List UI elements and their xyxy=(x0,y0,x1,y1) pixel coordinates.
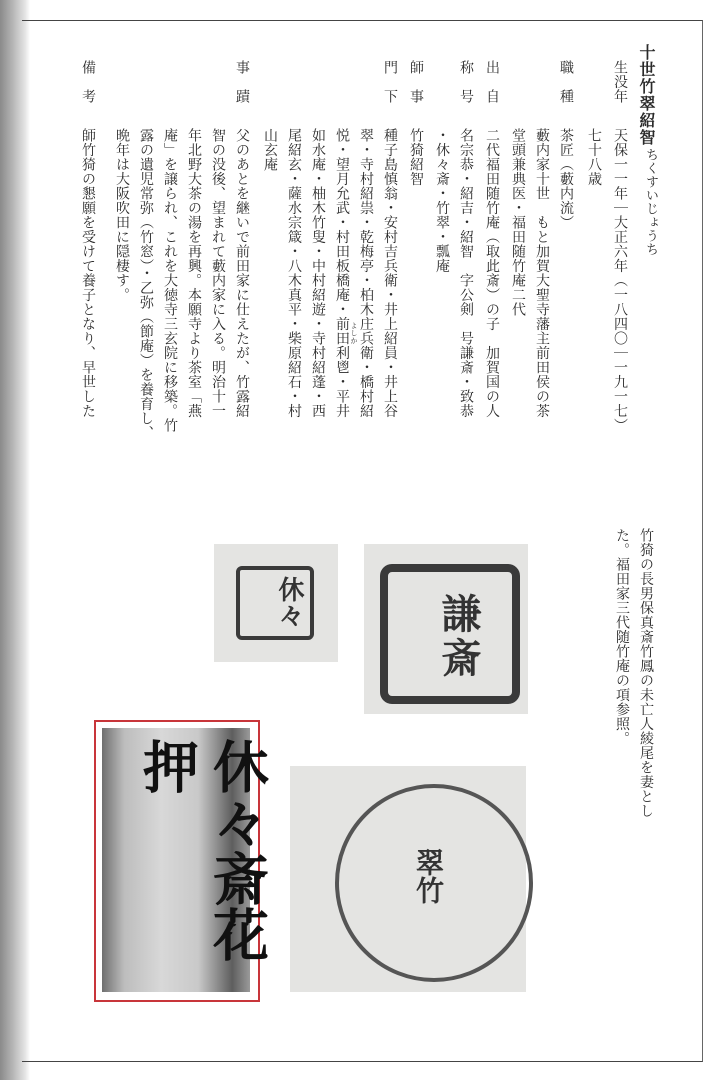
value-notes-1: 師竹猗の懇願を受けて養子となり、早世した xyxy=(80,128,96,418)
value-titles-1: 名宗恭・紹吉・紹智 字公剣 号謙斎・致恭 xyxy=(458,128,474,418)
seal-large-square xyxy=(364,544,528,714)
ruby-annotation: よしか xyxy=(350,322,358,345)
value-achievements-2: 智の没後、望まれて藪内家に入る。明治十一 xyxy=(210,128,226,418)
value-age: 七十八歳 xyxy=(586,128,602,186)
value-occupation-1: 茶匠（藪内流） xyxy=(558,128,574,230)
label-origin: 出 自 xyxy=(484,60,500,104)
seal-text: 休々 xyxy=(274,576,304,628)
value-achievements-3: 年北野大茶の湯を再興。本願寺より茶室「燕 xyxy=(186,128,202,418)
label-disciples: 門 下 xyxy=(382,60,398,104)
label-birth-death: 生没年 xyxy=(612,60,628,104)
label-notes: 備 考 xyxy=(80,60,96,104)
label-occupation: 職 種 xyxy=(558,60,574,104)
label-titles: 称 号 xyxy=(458,60,474,104)
bamboo-surface xyxy=(102,728,270,992)
brush-signature: 休々斎花押 xyxy=(134,738,270,962)
entry-title: 十世竹翠紹智 xyxy=(637,44,656,146)
value-disciples-5: 尾紹玄・薩水宗箴・八木真平・柴原紹石・村 xyxy=(286,128,302,418)
value-occupation-2: 藪内家十世 もと加賀大聖寺藩主前田侯の茶 xyxy=(534,128,550,418)
value-disciples-3: 悦・望月允武・村田板橋庵・前田利鬯・平井 xyxy=(334,128,350,418)
value-titles-2: ・休々斎・竹翠・瓢庵 xyxy=(434,128,450,273)
value-achievements-5: 露の遺児常弥（竹窓）・乙弥（節庵）を養育し、 xyxy=(138,128,154,440)
value-disciples-1: 種子島慎翁・安村吉兵衛・井上紹員・井上谷 xyxy=(382,128,398,418)
value-origin: 二代福田随竹庵（取此斎）の子 加賀国の人 xyxy=(484,128,500,418)
value-birth-death: 天保一一年｜大正六年（一八四〇｜一九一七） xyxy=(612,128,628,433)
value-achievements-1: 父のあとを継いで前田家に仕えたが、竹露紹 xyxy=(234,128,250,418)
entry-reading: ちくすいじょうち xyxy=(643,148,658,256)
label-teacher: 師 事 xyxy=(408,60,424,104)
value-disciples-2: 翠・寺村紹祟・乾梅亭・柏木庄兵衛・橋村紹 xyxy=(358,128,374,418)
seal-text: 謙斎 xyxy=(435,593,482,681)
seal-round xyxy=(290,766,526,992)
value-achievements-4: 庵」を譲られ、これを大徳寺三玄院に移築。竹 xyxy=(162,128,178,433)
seal-text: 翠竹 xyxy=(412,848,445,904)
value-notes-3: た。福田家三代随竹庵の項参照。 xyxy=(614,528,630,746)
value-disciples-6: 山玄庵 xyxy=(262,128,278,172)
value-occupation-3: 堂頭兼典医・福田随竹庵二代 xyxy=(510,128,526,317)
signature-photo xyxy=(94,720,270,1002)
label-achievements: 事 蹟 xyxy=(234,60,250,104)
value-teacher: 竹猗紹智 xyxy=(408,128,424,186)
value-notes-2: 竹猗の長男保真斎竹鳳の未亡人綾尾を妻とし xyxy=(638,528,654,818)
seal-small-square xyxy=(214,544,338,662)
value-achievements-6: 晩年は大阪吹田に隠棲す。 xyxy=(114,128,130,302)
value-disciples-4: 如水庵・柚木竹叟・中村紹遊・寺村紹蓬・西 xyxy=(310,128,326,418)
